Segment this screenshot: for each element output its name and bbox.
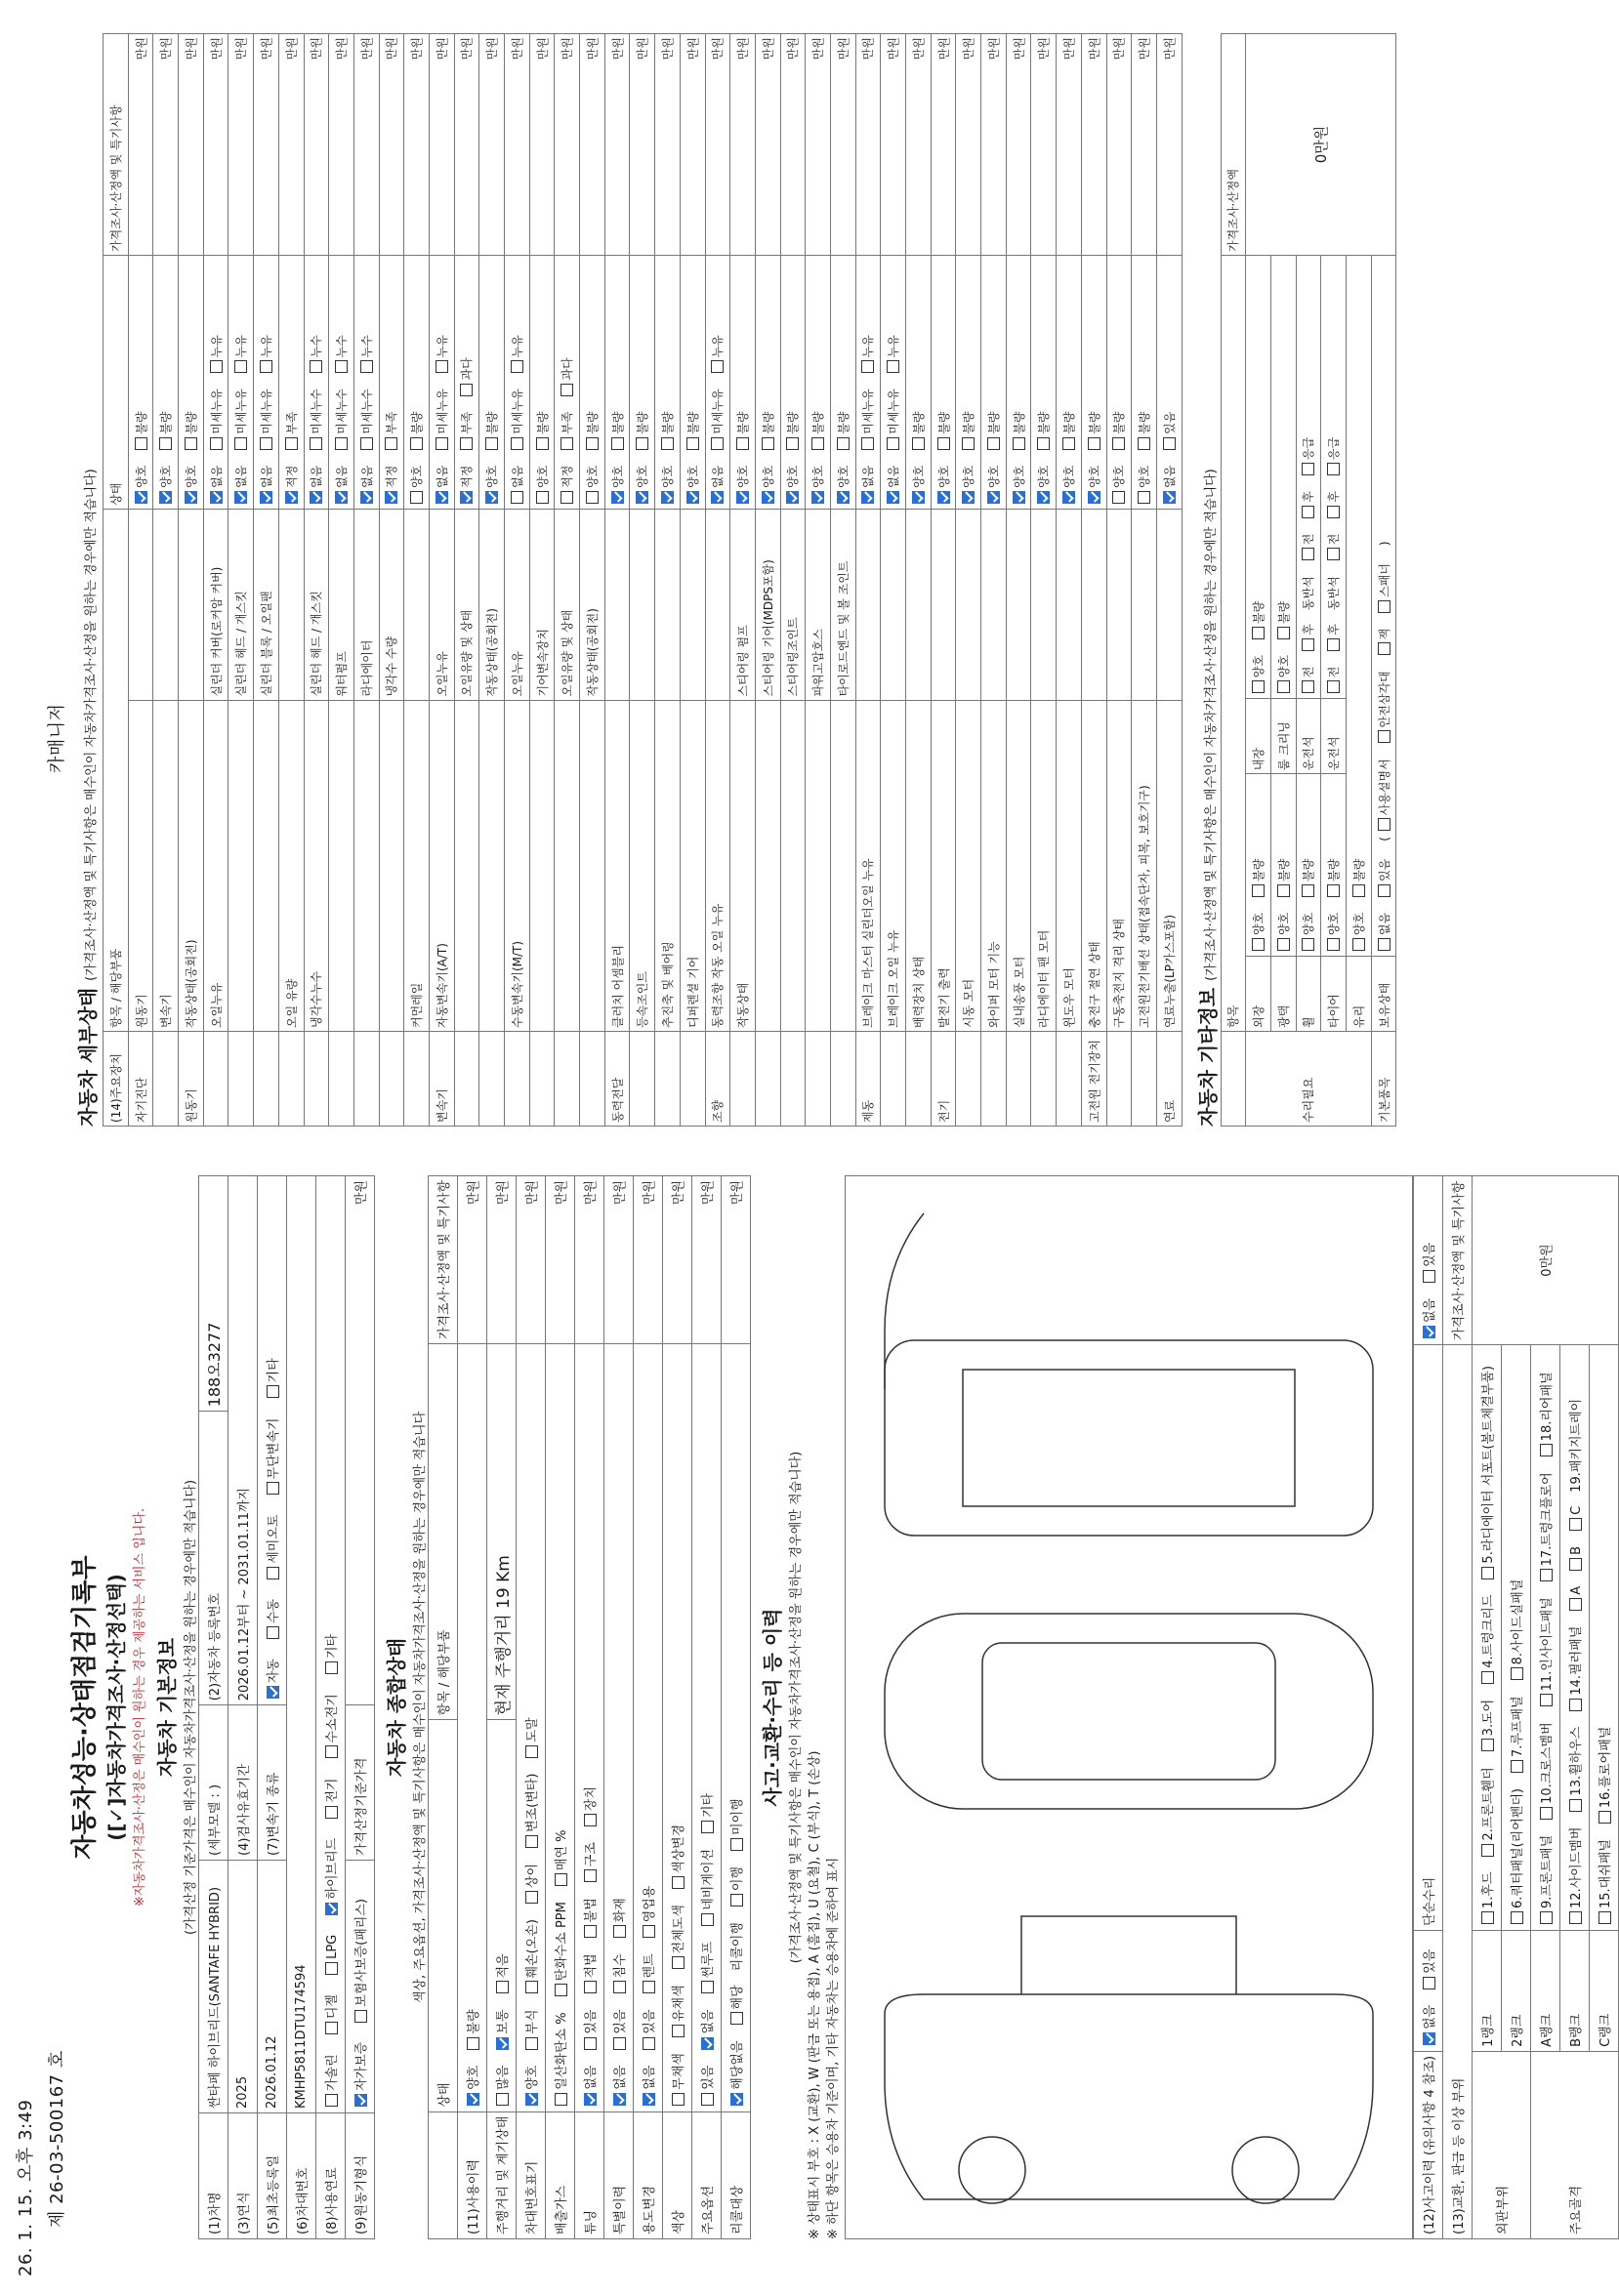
state-options: 없음미세누유누유 xyxy=(203,256,228,510)
checkbox[interactable] xyxy=(210,360,223,373)
checkbox[interactable] xyxy=(861,437,874,450)
detail-row: 조향 동력조향 작동 오일 누유 없음미세누유누유 만원 xyxy=(705,34,730,1127)
detail-row: 스티어링조인트 양호불량 만원 xyxy=(780,34,806,1127)
checkbox[interactable] xyxy=(912,437,925,450)
reg-number: 188오3277 xyxy=(199,1176,228,1412)
checkbox[interactable] xyxy=(736,491,749,504)
main-subtitle: ([✓]자동차가격조사·산정선택) xyxy=(104,1574,128,1841)
state-options: 없음미세누유누유 xyxy=(228,256,254,510)
checkbox[interactable] xyxy=(335,437,348,450)
state-options: 없음미세누유누유 xyxy=(254,256,279,510)
checkbox[interactable] xyxy=(686,491,699,504)
detail-row: 실린더 블록 / 오일팬 없음미세누유누유 만원 xyxy=(254,34,279,1127)
state-options: 양호불량 xyxy=(529,256,555,510)
detail-row: 고전원전기배선 상태(접속단자, 피복, 보호기구) 양호불량 만원 xyxy=(1132,34,1157,1127)
checkbox[interactable] xyxy=(511,491,523,504)
detail-row: 고전원 전기장치 충전구 절연 상태 양호불량 만원 xyxy=(1081,34,1106,1127)
checkbox[interactable] xyxy=(1112,437,1125,450)
checkbox[interactable] xyxy=(912,491,925,504)
checkbox[interactable] xyxy=(1088,491,1100,504)
checkbox[interactable] xyxy=(786,437,799,450)
state-options: 적정부족 xyxy=(278,256,304,510)
other-title: 자동차 기타정보 (가격조사·산정액 및 특기사항은 매수인이 자동차가격조사·산정을 원하는 경우에만 적습니다) xyxy=(1195,469,1220,1127)
checkbox[interactable] xyxy=(135,437,147,450)
detail-row: 오일누유 실린더 커버(로커암 커버) 없음미세누유누유 만원 xyxy=(203,34,228,1127)
checkbox[interactable] xyxy=(285,491,298,504)
checkbox[interactable] xyxy=(310,437,322,450)
checkbox[interactable] xyxy=(1088,437,1100,450)
checkbox[interactable] xyxy=(1112,491,1125,504)
guarantee-options: 자가보증 보험사보증(패리스) xyxy=(346,1861,375,2113)
checkbox[interactable] xyxy=(360,491,373,504)
mileage: 현재 주행거리 19 Km xyxy=(487,1344,517,1720)
checkbox[interactable] xyxy=(762,437,774,450)
checkbox[interactable] xyxy=(1013,491,1025,504)
checkbox[interactable] xyxy=(436,437,448,450)
detail-row: 오일유량 및 상태 적정부족과다 만원 xyxy=(454,34,479,1127)
checkbox[interactable] xyxy=(260,360,272,373)
checkbox[interactable] xyxy=(460,437,473,450)
accident-price: 0만원 xyxy=(1473,1176,1619,1345)
detail-row: 와이퍼 모터 기능 양호불량 만원 xyxy=(981,34,1007,1127)
detail-row: 실내송풍 모터 양호불량 만원 xyxy=(1006,34,1031,1127)
state-options: 없음미세누유누유 xyxy=(855,256,881,510)
doc-number: 제 26-03-500167 호 xyxy=(47,2050,67,2228)
state-options: 양호불량 xyxy=(153,256,179,510)
state-options: 양호불량 xyxy=(580,256,605,510)
checkbox[interactable] xyxy=(410,491,423,504)
detail-row: 원동기 작동상태(공회전) 양호불량 만원 xyxy=(179,34,204,1127)
state-options: 양호불량 xyxy=(630,256,655,510)
print-time: 26. 1. 15. 오후 3:49 xyxy=(16,2099,36,2276)
checkbox[interactable] xyxy=(962,491,975,504)
red-note: ※자동차가격조사·산정은 매수인이 원하는 경우 제공하는 서비스 입니다. xyxy=(133,1507,147,1907)
checkbox[interactable] xyxy=(861,360,874,373)
checkbox[interactable] xyxy=(987,437,1000,450)
car-name: 싼타페 하이브리드(SANTAFE HYBRID) xyxy=(199,1861,228,2113)
checkbox[interactable] xyxy=(385,491,397,504)
checkbox[interactable] xyxy=(560,437,573,450)
checkbox[interactable] xyxy=(736,437,749,450)
detail-row: 변속기 자동변속기(A/T) 오일누유 없음미세누유누유 만원 xyxy=(429,34,454,1127)
state-options: 양호불량 xyxy=(1006,256,1031,510)
checkbox[interactable] xyxy=(360,437,373,450)
detail-row: 전기 발전기 출력 양호불량 만원 xyxy=(931,34,956,1127)
detail-title: 자동차 세부상태 (가격조사·산정액 및 특기사항은 매수인이 자동차가격조사·산정을 원하는 경우에만 적습니다) xyxy=(76,469,100,1127)
detail-row: 수동변속기(M/T) 오일누유 없음미세누유누유 만원 xyxy=(505,34,530,1127)
checkbox[interactable] xyxy=(360,360,373,373)
checkbox[interactable] xyxy=(460,384,473,396)
detail-row: 추진축 및 베어링 양호불량 만원 xyxy=(655,34,681,1127)
checkbox[interactable] xyxy=(762,491,774,504)
detail-row: 시동 모터 양호불량 만원 xyxy=(956,34,981,1127)
checkbox[interactable] xyxy=(536,491,549,504)
checkbox[interactable] xyxy=(260,491,272,504)
checkbox[interactable] xyxy=(234,437,247,450)
state-options: 양호불량 xyxy=(179,256,204,510)
checkbox[interactable] xyxy=(586,437,599,450)
detail-row: 동력전달 클러치 어셈블리 양호불량 만원 xyxy=(604,34,630,1127)
state-options: 양호불량 xyxy=(1057,256,1082,510)
state-options: 없음있음 xyxy=(1156,256,1182,510)
state-options: 양호불량 xyxy=(128,256,153,510)
overall-table: 상태 항목 / 해당부품 가격조사·산정액 및 특기사항 (11)사용이력 양호불량 만원 주행거리 및 계기상태 많음보통적음 현재 주행거리 19 Km 만원 차대번호표기 양호부식훼손(오손)상이변조(변타)도말 만원 배출가스 일산화탄소 %탄화수소 PPM매연 % 만원 튜닝 없음있음적법불법구조장치 만원 특별이력 없음있음침수화재 만원 용도변경 없음있음렌트영업용 만원 색상 무채색유채색전체도색색상변경 만원 주요옵션 있음없음썬루프네비게이션기타 만원 리콜대상 해당없음해당리콜이행이행미이행 만원 xyxy=(428,1175,751,2239)
basic-title: 자동차 기본정보 xyxy=(155,1637,179,1778)
other-table: 항목 가격조사·산정액 수리필요 외장 양호불량 내장 양호불량 0만원 광택 양호불량 룸 크리닝 양호불량 휠 양호불량 운전석 전후동반석전후응급 타이어 양호불량 운전석 전후동반석전후응급 유리 양호불량 기본품목 보유상태 없음있음 ( 사용설명서안전삼각대잭스패너 ) xyxy=(1221,33,1397,1127)
checkbox[interactable] xyxy=(1037,437,1050,450)
detail-row: 라디에이터 없음미세누수누수 만원 xyxy=(353,34,379,1127)
detail-row: 오일 유량 적정부족 만원 xyxy=(278,34,304,1127)
car-side-left xyxy=(885,1994,1373,2199)
detail-row: 배력장치 상태 양호불량 만원 xyxy=(906,34,932,1127)
legend-2: ※ 하단 항목은 승용차 기준이며, 기타 자동차는 승용차에 준하여 표시 xyxy=(826,1857,841,2239)
checkbox[interactable] xyxy=(310,360,322,373)
checkbox[interactable] xyxy=(210,437,223,450)
checkbox[interactable] xyxy=(436,360,448,373)
legend-1: ※ 상태표시 부호 : X (교환), W (판금 또는 용접), A (흠집), U (요철), C (부식), T (손상) xyxy=(808,1750,822,2239)
state-options: 양호불량 xyxy=(780,256,806,510)
checkbox[interactable] xyxy=(285,437,298,450)
checkbox[interactable] xyxy=(260,437,272,450)
checkbox[interactable] xyxy=(560,384,573,396)
checkbox[interactable] xyxy=(135,491,147,504)
checkbox[interactable] xyxy=(1062,437,1075,450)
state-options: 양호불량 xyxy=(604,256,630,510)
state-options: 없음미세누유누유 xyxy=(881,256,906,510)
checkbox[interactable] xyxy=(1138,491,1150,504)
state-options: 양호불량 xyxy=(730,256,756,510)
detail-row: 타이로드엔드 및 볼 조인트 양호불량 만원 xyxy=(830,34,855,1127)
detail-row: 등속조인트 양호불량 만원 xyxy=(630,34,655,1127)
detail-row: 기어변속장치 양호불량 만원 xyxy=(529,34,555,1127)
checkbox[interactable] xyxy=(887,491,899,504)
vin: KMHP5811DTU174594 xyxy=(287,1176,316,2113)
basic-sub: (가격산정 기준가격은 매수인이 자동차가격조사·산정을 원하는 경우에만 적습니다) xyxy=(184,1479,198,1936)
checkbox[interactable] xyxy=(210,491,223,504)
overall-title: 자동차 종합상태 xyxy=(385,1637,408,1778)
checkbox[interactable] xyxy=(611,491,624,504)
checkbox[interactable] xyxy=(460,491,473,504)
checkbox[interactable] xyxy=(1163,437,1176,450)
checkbox[interactable] xyxy=(937,491,950,504)
checkbox[interactable] xyxy=(962,437,975,450)
detail-row: 실린더 헤드 / 개스킷 없음미세누유누유 만원 xyxy=(228,34,254,1127)
checkbox[interactable] xyxy=(636,491,648,504)
state-options: 적정부족 xyxy=(379,256,404,510)
state-options: 없음미세누유누유 xyxy=(705,256,730,510)
checkbox[interactable] xyxy=(511,437,523,450)
state-options: 양호불량 xyxy=(1132,256,1157,510)
checkbox[interactable] xyxy=(310,491,322,504)
checkbox[interactable] xyxy=(385,437,397,450)
detail-row: 스티어링 기어(MDPS포함) 양호불량 만원 xyxy=(755,34,780,1127)
checkbox[interactable] xyxy=(987,491,1000,504)
state-options: 양호불량 xyxy=(655,256,681,510)
checkbox[interactable] xyxy=(837,437,850,450)
detail-row: 윈도우 모터 양호불량 만원 xyxy=(1057,34,1082,1127)
checkbox[interactable] xyxy=(560,491,573,504)
state-options: 양호불량 xyxy=(931,256,956,510)
checkbox[interactable] xyxy=(711,437,724,450)
checkbox[interactable] xyxy=(335,360,348,373)
state-options: 없음미세누수누수 xyxy=(353,256,379,510)
state-options: 양호불량 xyxy=(479,256,505,510)
car-diagram xyxy=(846,1176,1410,2238)
checkbox[interactable] xyxy=(1138,437,1150,450)
state-options: 양호불량 xyxy=(981,256,1007,510)
state-options: 적정부족과다 xyxy=(555,256,580,510)
checkbox[interactable] xyxy=(185,491,197,504)
checkbox[interactable] xyxy=(485,491,498,504)
detail-row: 구동축전지 격리 상태 양호불량 만원 xyxy=(1106,34,1132,1127)
accident-title: 사고·교환·수리 등 이력 xyxy=(761,1608,784,1807)
checkbox[interactable] xyxy=(335,491,348,504)
right-page xyxy=(72,33,1537,1127)
checkbox[interactable] xyxy=(185,437,197,450)
checkbox[interactable] xyxy=(661,437,674,450)
detail-row: 작동상태(공회전) 양호불량 만원 xyxy=(479,34,505,1127)
checkbox[interactable] xyxy=(937,437,950,450)
checkbox[interactable] xyxy=(410,437,423,450)
checkbox[interactable] xyxy=(636,437,648,450)
detail-row: 변속기 양호불량 만원 xyxy=(153,34,179,1127)
checkbox[interactable] xyxy=(887,437,899,450)
company-name: 카매니저 xyxy=(47,703,67,773)
checkbox[interactable] xyxy=(586,491,599,504)
detail-row: 냉각수 수량 적정부족 만원 xyxy=(379,34,404,1127)
checkbox[interactable] xyxy=(786,491,799,504)
state-options: 양호불량 xyxy=(1081,256,1106,510)
basic-table: (1)차명 싼타페 하이브리드(SANTAFE HYBRID) (세부모델 : ) (2)자동차 등록번호 188오3277 (3)연식 2025 (4)검사유효기간 2026.01.12부터 ~ 2031.01.11까지 (5)최초등록일 2026.01.12 (7)변속기 종류 자동 수동 세미오토 무단변속기 기타 (6)차대번호 KMHP5811DTU174594 (8)사용연료 가솔린 디젤 LPG 하이브리드 전기 수소전기 기타 (9)원동기형식 자가보증 보험사보증(패리스) 가격산정기준가격 만원 xyxy=(198,1175,375,2239)
checkbox[interactable] xyxy=(536,437,549,450)
car-diagram-area xyxy=(845,1175,1413,2239)
detail-row: 디퍼렌셜 기어 양호불량 만원 xyxy=(680,34,705,1127)
tx-options: 자동 수동 세미오토 무단변속기 기타 xyxy=(258,1176,287,1705)
checkbox[interactable] xyxy=(267,1686,279,1699)
detail-row: 파워고압호스 양호불량 만원 xyxy=(806,34,831,1127)
main-title: 자동차성능·상태점검기록부 xyxy=(70,1555,100,1860)
checkbox[interactable] xyxy=(661,491,674,504)
detail-row: 작동상태(공회전) 양호불량 만원 xyxy=(580,34,605,1127)
detail-row: 워터펌프 없음미세누수누수 만원 xyxy=(329,34,354,1127)
state-options: 없음미세누유누유 xyxy=(429,256,454,510)
state-options: 양호불량 xyxy=(404,256,430,510)
checkbox[interactable] xyxy=(511,360,523,373)
detail-row: 자기진단 원동기 양호불량 만원 xyxy=(128,34,153,1127)
checkbox[interactable] xyxy=(811,437,824,450)
checkbox[interactable] xyxy=(811,491,824,504)
state-options: 양호불량 xyxy=(906,256,932,510)
detail-row: 오일유량 및 상태 적정부족과다 만원 xyxy=(555,34,580,1127)
detail-row: 브레이크 오일 누유 없음미세누유누유 만원 xyxy=(881,34,906,1127)
checkbox[interactable] xyxy=(861,491,874,504)
detail-row: 연료 연료누출(LP가스포함) 없음있음 만원 xyxy=(1156,34,1182,1127)
state-options: 양호불량 xyxy=(755,256,780,510)
other-price: 0만원 xyxy=(1246,34,1396,256)
checkbox[interactable] xyxy=(837,491,850,504)
detail-row: 작동상태 스티어링 펌프 양호불량 만원 xyxy=(730,34,756,1127)
state-options: 양호불량 xyxy=(1106,256,1132,510)
checkbox[interactable] xyxy=(1163,491,1176,504)
state-options: 적정부족과다 xyxy=(454,256,479,510)
state-options: 없음미세누수누수 xyxy=(304,256,329,510)
checkbox[interactable] xyxy=(436,491,448,504)
checkbox[interactable] xyxy=(711,491,724,504)
detail-table: (14)주요장치 항목 / 해당부품 상태 가격조사·산정액 및 특기사항 자기진단 원동기 양호불량 만원 변속기 양호불량 만원 원동기 작동상태(공회전) 양호불량 만원 오일누유 실린더 커버(로커암 커버) 없음미세누유누유 만원 실린더 헤드 / 개스킷 없음미세누유누유 만원 실린더 블록 / 오일팬 없음미세누유누유 만원 오일 유량 적정부족 만원 냉각수누수 실린더 헤드 / 개스킷 없음미세누수누수 만원 워터펌프 없음미세누수누수 만원 라디에이터 없음미세누수누수 만원 냉각수 수량 적정부족 만원 커먼레일 양호불량 만원 변속기 자동변속기(A/T) 오일누유 없음미세누유누유 만원 오일유량 및 상태 적정부족과다 만원 작동상태(공회전) 양호불량 만원 수동변속기(M/T) 오일누유 없음미세누유누유 만원 기어변속장치 양호불량 만원 오일유량 및 상태 적정부족과다 만원 작동상태(공회전) 양호불량 만원 동력전달 클러치 어셈블리 양호불량 만원 등속조인트 양호불량 만원 추진축 및 베어링 양호불량 만원 디퍼렌셜 기어 양호불량 만원 조향 동력조향 작동 오일 누유 없음미세누유누유 만원 작동상태 스티어링 펌프 양호불량 만원 스티어링 기어(MDPS포함) 양호불량 만원 스티어링조인트 양호불량 만원 파워고압호스 양호불량 만원 타이로드엔드 및 볼 조인트 양호불량 만원 제동 브레이크 마스터 실린더오일 누유 없음미세누유누유 만원 브레이크 오일 누유 없음미세누유누유 만원 배력장치 상태 양호불량 만원 전기 발전기 출력 양호불량 만원 시동 모터 양호불량 만원 와이퍼 모터 기능 양호불량 만원 실내송풍 모터 양호불량 만원 라디에이터 팬 모터 양호불량 만원 윈도우 모터 양호불량 만원 고전원 전기장치 충전구 절연 상태 양호불량 만원 구동축전지 격리 상태 양호불량 만원 고전원전기배선 상태(접속단자, 피복, 보호기구) 양호불량 만원 연료 연료누출(LP가스포함) 없음있음 만원 xyxy=(103,33,1183,1127)
state-options: 양호불량 xyxy=(956,256,981,510)
checkbox[interactable] xyxy=(159,437,172,450)
checkbox[interactable] xyxy=(234,360,247,373)
checkbox[interactable] xyxy=(1062,491,1075,504)
fuel-options: 가솔린 디젤 LPG 하이브리드 전기 수소전기 기타 xyxy=(316,1176,346,2113)
state-options: 양호불량 xyxy=(806,256,831,510)
checkbox[interactable] xyxy=(711,360,724,373)
overall-sub: 색상, 주요옵션, 가격조사·산정액 및 특기사항은 매수인이 자동차가격조사·산정을 원하는 경우에만 적습니다 xyxy=(413,1411,428,2004)
state-options: 양호불량 xyxy=(830,256,855,510)
checkbox[interactable] xyxy=(234,491,247,504)
detail-row: 커먼레일 양호불량 만원 xyxy=(404,34,430,1127)
checkbox[interactable] xyxy=(611,437,624,450)
detail-row: 제동 브레이크 마스터 실린더오일 누유 없음미세누유누유 만원 xyxy=(855,34,881,1127)
state-options: 양호불량 xyxy=(1031,256,1057,510)
detail-row: 냉각수누수 실린더 헤드 / 개스킷 없음미세누수누수 만원 xyxy=(304,34,329,1127)
checkbox[interactable] xyxy=(887,360,899,373)
accident-table: (12)사고이력 (유의사항 4 참조) 없음있음 단순수리 없음있음 (13)교환, 판금 등 이상 부위 가격조사·산정액 및 특기사항 외판부위 1랭크 1.후드2.프론트휀더3.도어4.트렁크리드5.라디에이터 서포트(볼트체결부품) 0만원 2랭크 6.쿼터패널(리어펜더)7.루프패널8.사이드실패널 주요골격 A랭크 9.프론트패널10.크로스멤버11.인사이드패널17.트렁크플로어18.리어패널 B랭크 12.사이드멤버13.휠하우스14.필러패널ABC19.패키지트레이 C랭크 15.대쉬패널16.플로어패널 xyxy=(1413,1175,1619,2239)
accident-sub: (가격조사·산정액 및 특기사항은 매수인이 자동차가격조사·산정을 원하는 경우에만 적습니다) xyxy=(789,1451,804,1964)
state-options: 양호불량 xyxy=(680,256,705,510)
checkbox[interactable] xyxy=(686,437,699,450)
checkbox[interactable] xyxy=(1013,437,1025,450)
checkbox[interactable] xyxy=(159,491,172,504)
checkbox[interactable] xyxy=(485,437,498,450)
state-options: 없음미세누유누유 xyxy=(505,256,530,510)
state-options: 없음미세누수누수 xyxy=(329,256,354,510)
checkbox[interactable] xyxy=(1037,491,1050,504)
left-page xyxy=(64,1175,1613,2239)
detail-row: 라디에이터 팬 모터 양호불량 만원 xyxy=(1031,34,1057,1127)
